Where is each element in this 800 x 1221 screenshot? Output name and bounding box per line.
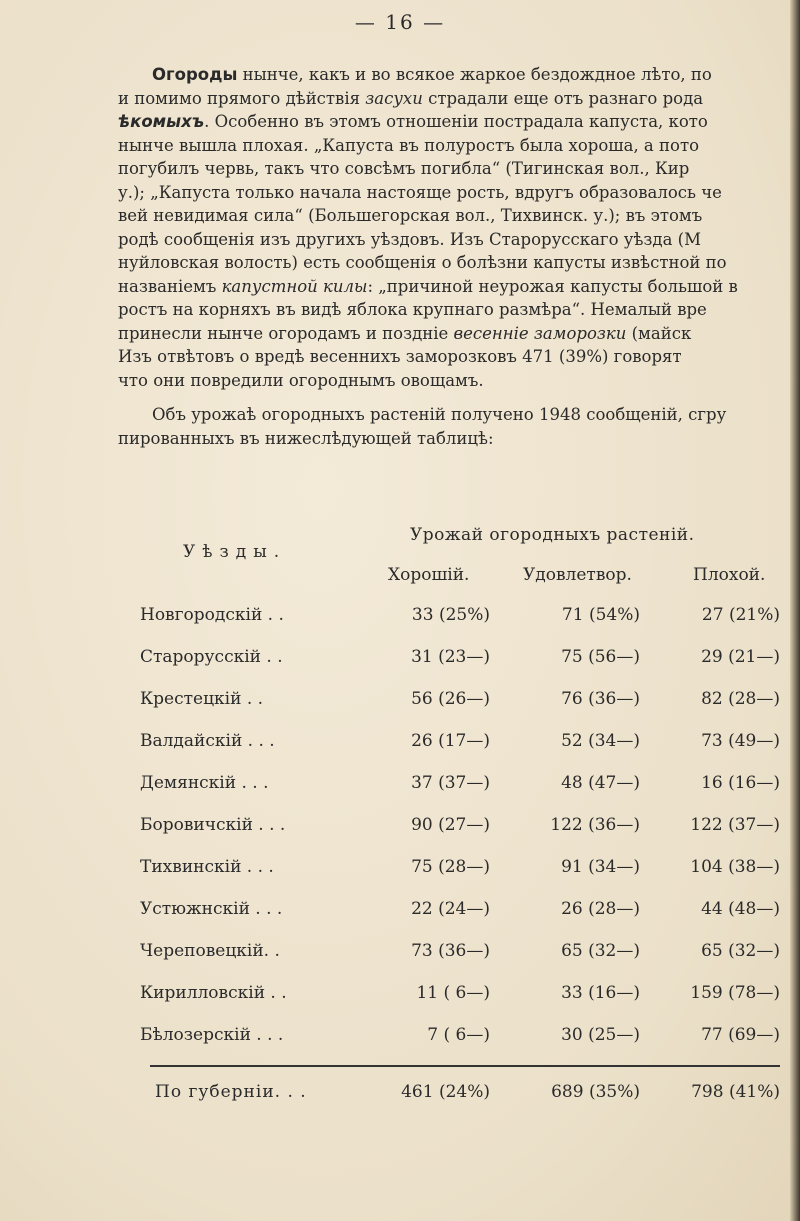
district-name: Тихвинскій . . .	[140, 857, 274, 877]
text-line: родѣ сообщенія изъ другихъ уѣздовъ. Изъ Старорусскаго уѣзда (М	[118, 229, 701, 249]
good-value: 11 ( 6—)	[416, 983, 490, 1003]
good-value: 7 ( 6—)	[427, 1025, 490, 1045]
poor-value: 73 (49—)	[701, 731, 780, 751]
column-group-header: Урожай огородныхъ растеній.	[410, 525, 695, 545]
district-name: Крестецкій . .	[140, 689, 264, 709]
good-value: 31 (23—)	[411, 647, 490, 667]
table-row	[0, 899, 800, 929]
poor-value: 77 (69—)	[701, 1025, 780, 1045]
district-name: Демянскій . . .	[140, 773, 269, 793]
satisfactory-value: 71 (54%)	[561, 605, 640, 625]
poor-value: 29 (21—)	[701, 647, 780, 667]
poor-value: 159 (78—)	[690, 983, 780, 1003]
table-row	[0, 605, 800, 635]
table-row	[0, 1025, 800, 1055]
total-satisfactory-value: 689 (35%)	[551, 1082, 640, 1102]
table-row	[0, 815, 800, 845]
table-row	[0, 941, 800, 971]
column-header-satisfactory: Удовлетвор.	[523, 565, 632, 585]
satisfactory-value: 52 (34—)	[561, 731, 640, 751]
table-row	[0, 689, 800, 719]
good-value: 33 (25%)	[411, 605, 490, 625]
total-poor-value: 798 (41%)	[691, 1082, 780, 1102]
text-line: нынче вышла плохая. „Капуста въ полуростъ была хороша, а пото	[118, 135, 700, 155]
text-line: нуйловская волость) есть сообщенія о болѣзни капусты извѣстной по	[118, 253, 727, 272]
text-line: и помимо прямого дѣйствія засухи страдали еще отъ разнаго рода	[118, 88, 704, 108]
district-name: Боровичскій . . .	[140, 815, 286, 835]
text-line: вей невидимая сила“ (Большегорская вол., Тихвинск. у.); въ этомъ	[118, 206, 703, 225]
text-line: ѣкомыхъ. Особенно въ этомъ отношеніи пострадала капуста, кото	[118, 112, 708, 131]
good-value: 90 (27—)	[411, 815, 490, 835]
total-good-value: 461 (24%)	[401, 1082, 490, 1102]
text-line: Изъ отвѣтовъ о вредѣ весеннихъ заморозковъ 471 (39%) говорят	[118, 347, 682, 366]
table-row	[0, 731, 800, 761]
column-header-good: Хорошій.	[388, 565, 470, 585]
satisfactory-value: 30 (25—)	[561, 1025, 640, 1045]
poor-value: 122 (37—)	[690, 815, 780, 835]
district-name: Бѣлозерскій . . .	[140, 1025, 284, 1045]
total-divider	[150, 1065, 780, 1067]
poor-value: 104 (38—)	[690, 857, 780, 877]
paragraph-gardens	[118, 63, 790, 392]
district-name: Старорусскій . .	[140, 647, 283, 667]
text-line: что они повредили огороднымъ овощамъ.	[118, 370, 484, 390]
satisfactory-value: 91 (34—)	[561, 857, 640, 877]
poor-value: 82 (28—)	[701, 689, 780, 709]
district-name: Кирилловскій . .	[140, 983, 287, 1003]
satisfactory-value: 65 (32—)	[561, 941, 640, 961]
good-value: 56 (26—)	[411, 689, 490, 709]
table-row	[0, 773, 800, 803]
satisfactory-value: 122 (36—)	[550, 815, 640, 835]
poor-value: 16 (16—)	[701, 773, 780, 793]
page-number: — 16 —	[354, 10, 446, 34]
district-name: Череповецкій. .	[140, 941, 280, 961]
district-name: Новгородскій . .	[140, 605, 284, 625]
table-row	[0, 983, 800, 1013]
text-line: пированныхъ въ нижеслѣдующей таблицѣ:	[118, 428, 494, 448]
satisfactory-value: 76 (36—)	[561, 689, 640, 709]
text-line: названіемъ капустной килы: „причиной неурожая капусты большой в	[118, 276, 738, 296]
satisfactory-value: 33 (16—)	[561, 983, 640, 1003]
table-row	[0, 647, 800, 677]
column-header-poor: Плохой.	[693, 565, 766, 585]
poor-value: 44 (48—)	[701, 899, 780, 919]
district-name: Устюжнскій . . .	[140, 899, 283, 919]
poor-value: 65 (32—)	[701, 941, 780, 961]
text-line: погубилъ червь, такъ что совсѣмъ погибла“ (Тигинская вол., Кир	[118, 159, 690, 178]
text-line: принесли нынче огородамъ и поздніе весенніе заморозки (майск	[118, 323, 692, 343]
poor-value: 27 (21%)	[701, 605, 780, 625]
good-value: 37 (37—)	[411, 773, 490, 793]
harvest-table	[0, 520, 800, 1120]
good-value: 75 (28—)	[411, 857, 490, 877]
good-value: 26 (17—)	[411, 731, 490, 751]
text-line: Объ урожаѣ огородныхъ растеній получено 1948 сообщеній, сгру	[152, 405, 727, 424]
text-line: ростъ на корняхъ въ видѣ яблока крупнаго размѣра“. Немалый вре	[118, 300, 707, 319]
text-line: у.); „Капуста только начала настояще рость, вдругъ образовалось че	[118, 182, 722, 202]
satisfactory-value: 48 (47—)	[561, 773, 640, 793]
satisfactory-value: 75 (56—)	[561, 647, 640, 667]
district-name: Валдайскій . . .	[140, 731, 275, 751]
good-value: 73 (36—)	[411, 941, 490, 961]
text-line: Огороды нынче, какъ и во всякое жаркое бездождное лѣто, по	[152, 65, 712, 84]
total-label: По губерніи. . .	[155, 1082, 307, 1102]
column-header-district: Уѣзды.	[183, 542, 287, 562]
good-value: 22 (24—)	[411, 899, 490, 919]
satisfactory-value: 26 (28—)	[561, 899, 640, 919]
table-total-row	[0, 1082, 800, 1112]
table-row	[0, 857, 800, 887]
paragraph-harvest-intro	[118, 403, 790, 450]
